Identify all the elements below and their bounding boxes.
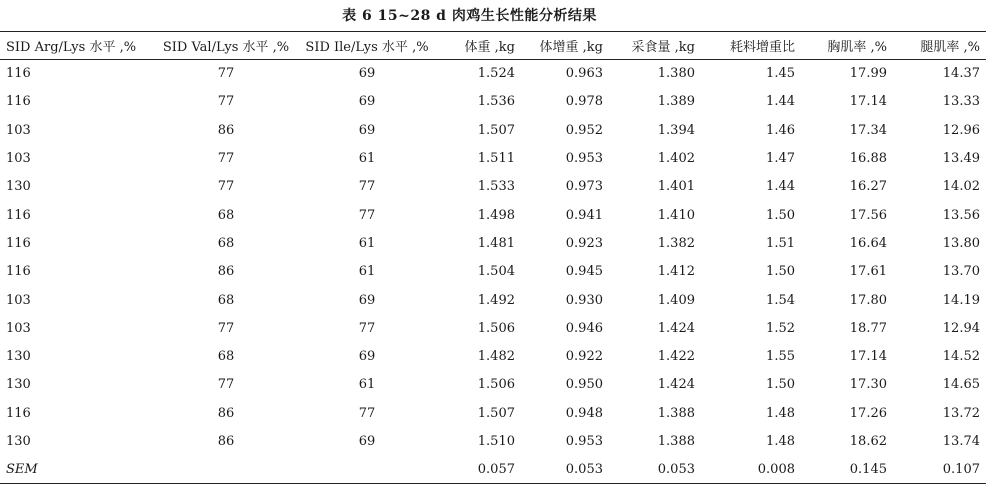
- table-title: 表 6 15~28 d 肉鸡生长性能分析结果: [342, 8, 597, 24]
- cell-feed-intake: 1.409: [657, 292, 695, 308]
- cell-feed-intake: 1.389: [657, 94, 695, 110]
- cell-leg-rate: 14.37: [942, 66, 980, 82]
- cell-leg-rate: 13.56: [942, 207, 980, 223]
- cell-body-weight: 1.536: [477, 94, 515, 110]
- cell-breast-rate: 18.62: [849, 434, 887, 449]
- cell-val-lys: 86: [217, 434, 235, 449]
- cell-arg-lys: 116: [6, 94, 31, 110]
- header-breast-rate: 胸肌率 ,%: [827, 40, 887, 55]
- cell-arg-lys: 116: [6, 264, 31, 280]
- cell-leg-rate: 12.94: [942, 320, 980, 336]
- header-ile-lys: SID Ile/Lys 水平 ,%: [305, 40, 429, 55]
- cell-feed-gain-ratio: 1.46: [766, 122, 795, 138]
- cell-arg-lys: 130: [6, 377, 31, 393]
- cell-body-weight: 1.524: [477, 66, 515, 82]
- cell-body-weight: 1.510: [477, 434, 515, 449]
- cell-leg-rate: 14.19: [942, 292, 980, 308]
- cell-val-lys: 86: [217, 264, 235, 280]
- cell-body-weight: 1.481: [477, 235, 515, 251]
- sem-row: [0, 456, 986, 484]
- table-row: [0, 173, 986, 201]
- cell-arg-lys: 130: [6, 434, 31, 449]
- table-row: [0, 314, 986, 342]
- cell-feed-gain-ratio: 1.47: [766, 151, 795, 167]
- cell-val-lys: 86: [217, 122, 235, 138]
- cell-arg-lys: 103: [6, 151, 31, 167]
- cell-weight-gain: 0.946: [565, 320, 603, 336]
- cell-leg-rate: 13.80: [942, 235, 980, 251]
- cell-val-lys: 77: [217, 179, 235, 195]
- table-body: [0, 60, 986, 484]
- cell-feed-intake: 1.422: [657, 349, 695, 365]
- cell-feed-intake: 1.424: [657, 320, 695, 336]
- cell-breast-rate: 16.27: [849, 179, 887, 195]
- cell-feed-intake: 1.410: [657, 207, 695, 223]
- cell-feed-intake: 1.382: [657, 235, 695, 251]
- cell-ile-lys: 69: [358, 122, 376, 138]
- cell-arg-lys: 116: [6, 66, 31, 82]
- cell-body-weight: 1.492: [477, 292, 515, 308]
- cell-val-lys: 77: [217, 151, 235, 167]
- cell-leg-rate: 13.33: [942, 94, 980, 110]
- cell-ile-lys: 61: [358, 235, 376, 251]
- cell-val-lys: 68: [217, 235, 235, 251]
- cell-val-lys: 77: [217, 94, 235, 110]
- cell-val-lys: 68: [217, 349, 235, 365]
- cell-feed-intake: 1.402: [657, 151, 695, 167]
- cell-feed-intake: 1.412: [657, 264, 695, 280]
- cell-ile-lys: 69: [358, 66, 376, 82]
- cell-weight-gain: 0.923: [565, 235, 603, 251]
- cell-feed-intake: 1.394: [657, 122, 695, 138]
- table-row: [0, 258, 986, 286]
- cell-weight-gain: 0.953: [565, 151, 603, 167]
- cell-ile-lys: 61: [358, 264, 376, 280]
- cell-feed-gain-ratio: 1.48: [766, 405, 795, 421]
- cell-weight-gain: 0.941: [565, 207, 603, 223]
- cell-arg-lys: 103: [6, 320, 31, 336]
- table-row: [0, 399, 986, 427]
- cell-weight-gain: 0.978: [565, 94, 603, 110]
- cell-arg-lys: 116: [6, 405, 31, 421]
- cell-body-weight: 1.533: [477, 179, 515, 195]
- table-row: [0, 427, 986, 455]
- table-row: [0, 144, 986, 172]
- header-leg-rate: 腿肌率 ,%: [920, 40, 980, 55]
- cell-breast-rate: 16.64: [849, 235, 887, 251]
- cell-arg-lys: 103: [6, 122, 31, 138]
- table-row: [0, 201, 986, 229]
- cell-val-lys: 77: [217, 66, 235, 82]
- table-row: [0, 286, 986, 314]
- cell-breast-rate: 18.77: [849, 320, 887, 336]
- cell-leg-rate: 14.65: [942, 377, 980, 393]
- cell-weight-gain: 0.922: [565, 349, 603, 365]
- cell-feed-intake: 1.401: [657, 179, 695, 195]
- cell-feed-gain-ratio: 1.52: [766, 320, 795, 336]
- cell-weight-gain: 0.963: [565, 66, 603, 82]
- table-row: [0, 342, 986, 370]
- cell-breast-rate: 17.14: [849, 349, 887, 365]
- cell-feed-intake: 1.424: [657, 377, 695, 393]
- cell-feed-gain-ratio: 1.54: [766, 292, 795, 308]
- cell-ile-lys: 77: [358, 179, 376, 195]
- cell-body-weight: 1.511: [477, 151, 515, 167]
- cell-arg-lys: 130: [6, 349, 31, 365]
- header-row: [0, 32, 986, 60]
- cell-feed-gain-ratio: 1.55: [766, 349, 795, 365]
- cell-leg-rate: 13.49: [942, 151, 980, 167]
- cell-val-lys: 68: [217, 207, 235, 223]
- sem-leg-rate: 0.107: [942, 462, 980, 478]
- table-row: [0, 229, 986, 257]
- cell-breast-rate: 17.26: [849, 405, 887, 421]
- cell-val-lys: 86: [217, 405, 235, 421]
- sem-breast-rate: 0.145: [849, 462, 887, 478]
- table-row: [0, 116, 986, 144]
- table-row: [0, 371, 986, 399]
- cell-feed-gain-ratio: 1.45: [766, 66, 795, 82]
- cell-body-weight: 1.482: [477, 349, 515, 365]
- cell-ile-lys: 69: [358, 349, 376, 365]
- cell-leg-rate: 12.96: [942, 122, 980, 138]
- cell-body-weight: 1.507: [477, 122, 515, 138]
- sem-weight-gain: 0.053: [565, 462, 603, 478]
- sem-label: SEM: [6, 462, 38, 478]
- table-row: [0, 60, 986, 88]
- cell-body-weight: 1.506: [477, 320, 515, 336]
- cell-weight-gain: 0.973: [565, 179, 603, 195]
- cell-feed-gain-ratio: 1.50: [766, 264, 795, 280]
- cell-body-weight: 1.506: [477, 377, 515, 393]
- cell-feed-gain-ratio: 1.50: [766, 377, 795, 393]
- cell-ile-lys: 69: [358, 434, 376, 449]
- cell-breast-rate: 17.61: [849, 264, 887, 280]
- table-row: [0, 88, 986, 116]
- cell-feed-gain-ratio: 1.44: [766, 179, 795, 195]
- cell-breast-rate: 17.30: [849, 377, 887, 393]
- cell-leg-rate: 14.52: [942, 349, 980, 365]
- cell-leg-rate: 13.74: [942, 434, 980, 449]
- header-body-weight: 体重 ,kg: [464, 40, 515, 55]
- cell-weight-gain: 0.952: [565, 122, 603, 138]
- cell-weight-gain: 0.945: [565, 264, 603, 280]
- header-arg-lys: SID Arg/Lys 水平 ,%: [6, 40, 137, 55]
- cell-weight-gain: 0.930: [565, 292, 603, 308]
- cell-breast-rate: 17.14: [849, 94, 887, 110]
- cell-val-lys: 68: [217, 292, 235, 308]
- cell-ile-lys: 77: [358, 320, 376, 336]
- cell-leg-rate: 13.72: [942, 405, 980, 421]
- cell-weight-gain: 0.950: [565, 377, 603, 393]
- cell-ile-lys: 77: [358, 207, 376, 223]
- cell-ile-lys: 69: [358, 94, 376, 110]
- sem-body-weight: 0.057: [477, 462, 515, 478]
- header-weight-gain: 体增重 ,kg: [539, 40, 603, 55]
- sem-feed-intake: 0.053: [657, 462, 695, 478]
- cell-ile-lys: 69: [358, 292, 376, 308]
- sem-val-lys: [153, 456, 299, 484]
- growth-performance-table: [0, 31, 986, 484]
- cell-feed-intake: 1.388: [657, 405, 695, 421]
- cell-feed-gain-ratio: 1.50: [766, 207, 795, 223]
- cell-breast-rate: 17.80: [849, 292, 887, 308]
- cell-arg-lys: 116: [6, 207, 31, 223]
- header-feed-intake: 采食量 ,kg: [631, 40, 695, 55]
- sem-feed-gain-ratio: 0.008: [757, 462, 795, 478]
- cell-ile-lys: 61: [358, 377, 376, 393]
- header-val-lys: SID Val/Lys 水平 ,%: [162, 40, 290, 55]
- cell-breast-rate: 16.88: [849, 151, 887, 167]
- header-feed-gain-ratio: 耗料增重比: [729, 40, 795, 55]
- cell-feed-gain-ratio: 1.44: [766, 94, 795, 110]
- cell-feed-gain-ratio: 1.48: [766, 434, 795, 449]
- cell-breast-rate: 17.56: [849, 207, 887, 223]
- cell-val-lys: 77: [217, 377, 235, 393]
- cell-arg-lys: 103: [6, 292, 31, 308]
- cell-breast-rate: 17.34: [849, 122, 887, 138]
- cell-arg-lys: 130: [6, 179, 31, 195]
- cell-weight-gain: 0.953: [565, 434, 603, 449]
- cell-feed-intake: 1.380: [657, 66, 695, 82]
- cell-feed-gain-ratio: 1.51: [766, 235, 795, 251]
- cell-weight-gain: 0.948: [565, 405, 603, 421]
- cell-breast-rate: 17.99: [849, 66, 887, 82]
- cell-feed-intake: 1.388: [657, 434, 695, 449]
- table-header: [0, 32, 986, 60]
- cell-ile-lys: 61: [358, 151, 376, 167]
- cell-body-weight: 1.498: [477, 207, 515, 223]
- cell-body-weight: 1.504: [477, 264, 515, 280]
- cell-arg-lys: 116: [6, 235, 31, 251]
- cell-leg-rate: 14.02: [942, 179, 980, 195]
- cell-val-lys: 77: [217, 320, 235, 336]
- cell-body-weight: 1.507: [477, 405, 515, 421]
- sem-ile-lys: [299, 456, 435, 484]
- cell-ile-lys: 77: [358, 405, 376, 421]
- cell-leg-rate: 13.70: [942, 264, 980, 280]
